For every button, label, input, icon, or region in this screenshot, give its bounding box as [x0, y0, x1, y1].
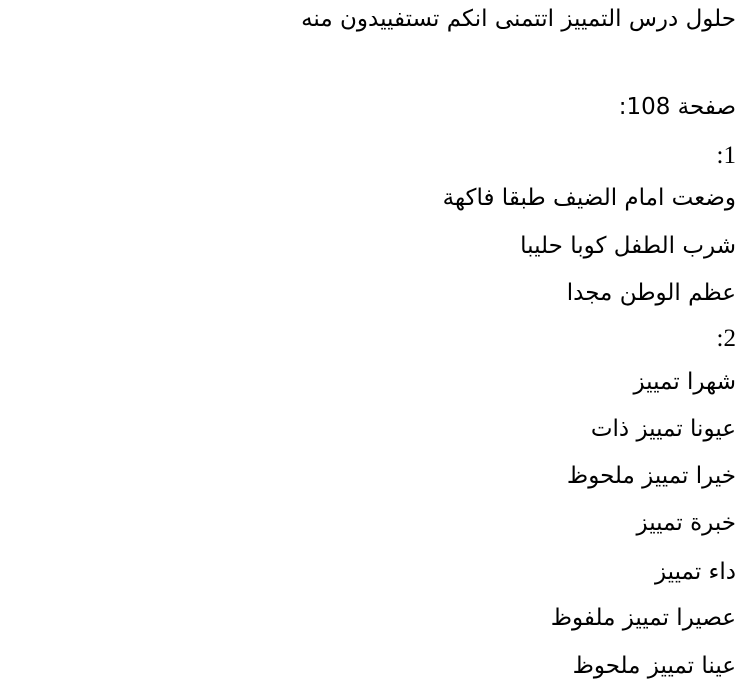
- section-2-line-7: عينا تمييز ملحوظ: [572, 653, 736, 679]
- section-2-line-3: خيرا تمييز ملحوظ: [566, 463, 736, 489]
- page-label: صفحة 108:: [618, 94, 736, 120]
- section-1-line-3: عظم الوطن مجدا: [566, 280, 736, 306]
- section-1-line-1: وضعت امام الضيف طبقا فاكهة: [442, 185, 736, 211]
- section-2-line-1: شهرا تمييز: [633, 369, 736, 395]
- section-2-line-2: عيونا تمييز ذات: [590, 416, 736, 442]
- section-2-label: :2: [716, 325, 736, 352]
- section-2-line-6: عصيرا تمييز ملفوظ: [550, 605, 736, 631]
- section-1-label: :1: [716, 142, 736, 169]
- section-2-line-5: داء تمييز: [654, 559, 736, 585]
- section-1-line-2: شرب الطفل كوبا حليبا: [520, 233, 736, 259]
- document-title: حلول درس التمييز اتتمنى انكم تستفييدون منه: [301, 6, 736, 32]
- section-2-line-4: خبرة تمييز: [636, 510, 736, 536]
